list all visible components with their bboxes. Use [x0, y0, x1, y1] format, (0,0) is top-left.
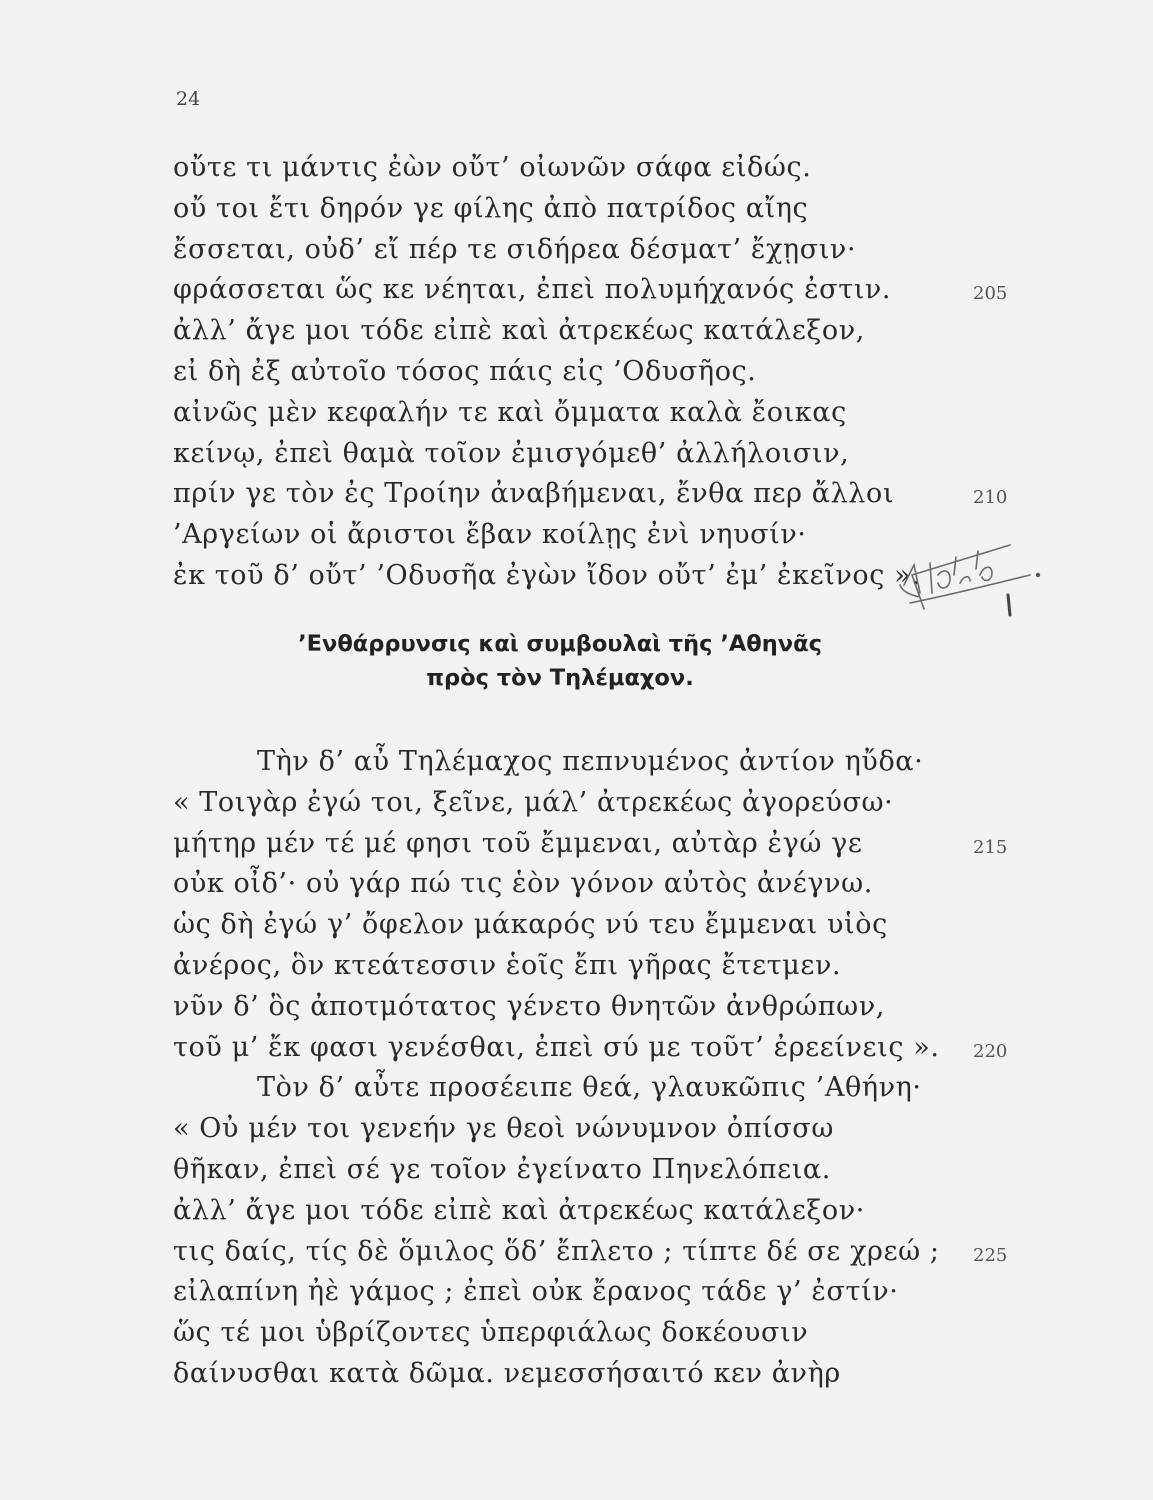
handwritten-signature: [880, 535, 1060, 625]
line-number: 225: [973, 1244, 1008, 1266]
verse-line: [173, 434, 1053, 475]
page-number: 24: [176, 88, 201, 110]
verse-line: [173, 393, 1053, 434]
line-number: 215: [973, 836, 1008, 858]
verse-line: [173, 1150, 1053, 1191]
verse-text: ἀλλ’ ἄγε μοι τόδε εἰπὲ καὶ ἀτρεκέως κατάλεξον,: [173, 315, 865, 347]
verse-text: ὥς τέ μοι ὑβρίζοντες ὑπερφιάλως δοκέουσιν: [173, 1317, 809, 1349]
verse-text: Τὸν δ’ αὖτε προσέειπε θεά, γλαυκῶπις ’Αθήνη·: [257, 1072, 922, 1104]
heading-line-1: ’Ενθάρρυνσις καὶ συμβουλαὶ τῆς ’Αθηνᾶς: [298, 631, 822, 657]
verse-text: νῦν δ’ ὃς ἀποτμότατος γένετο θνητῶν ἀνθρώπων,: [173, 990, 885, 1022]
verse-line: [173, 1068, 1053, 1109]
verse-line: [173, 270, 1053, 311]
verse-text: τις δαίς, τίς δὲ ὅμιλος ὅδ’ ἔπλετο ; τίπτε δέ σε χρεώ ;: [173, 1235, 940, 1267]
verse-text: πρίν γε τὸν ἐς Τροίην ἀναβήμεναι, ἔνθα περ ἄλλοι: [173, 478, 895, 510]
verse-line: [173, 864, 1053, 905]
verse-line: [173, 1354, 1053, 1395]
verse-text: εἰλαπίνη ἠὲ γάμος ; ἐπεὶ οὐκ ἔρανος τάδε γ’ ἐστίν·: [173, 1276, 899, 1308]
verse-line: [173, 189, 1053, 230]
verse-text: οὔτε τι μάντις ἐὼν οὔτ’ οἰωνῶν σάφα εἰδώς.: [173, 152, 812, 183]
verse-line: [173, 783, 1053, 824]
verse-line: [173, 311, 1053, 352]
line-number: 210: [973, 487, 1008, 509]
line-number: 220: [973, 1040, 1008, 1062]
verse-line: [173, 742, 1053, 783]
verse-text: « Τοιγὰρ ἐγώ τοι, ξεῖνε, μάλ’ ἀτρεκέως ἀγορεύσω·: [173, 786, 894, 818]
verse-text: ἀλλ’ ἄγε μοι τόδε εἰπὲ καὶ ἀτρεκέως κατάλεξον·: [173, 1194, 865, 1226]
verse-text: ὡς δὴ ἐγώ γ’ ὄφελον μάκαρός νύ τευ ἔμμεναι υἱὸς: [173, 909, 888, 941]
verse-line: [173, 148, 1053, 189]
verse-line: [173, 230, 1053, 271]
verse-block-2: [173, 742, 1053, 1395]
verse-text: μήτηρ μέν τέ μέ φησι τοῦ ἔμμεναι, αὐτὰρ ἐγώ γε: [173, 827, 863, 859]
verse-text: « Οὐ μέν τοι γενεήν γε θεοὶ νώνυμνον ὀπίσσω: [173, 1113, 834, 1145]
section-heading: [150, 627, 970, 695]
verse-line: [173, 1028, 1053, 1069]
verse-line: [173, 1232, 1053, 1273]
verse-line: [173, 474, 1053, 515]
verse-text: ἐκ τοῦ δ’ οὔτ’ ’Οδυσῆα ἐγὼν ἴδον οὔτ’ ἐμ’ ἐκεῖνος ».: [173, 559, 921, 591]
verse-text: δαίνυσθαι κατὰ δῶμα. νεμεσσήσαιτό κεν ἀνὴρ: [173, 1357, 841, 1389]
verse-line: [173, 824, 1053, 865]
verse-line: [173, 987, 1053, 1028]
verse-text: φράσσεται ὥς κε νέηται, ἐπεὶ πολυμήχανός ἐστιν.: [173, 274, 892, 306]
verse-line: [173, 352, 1053, 393]
verse-line: [173, 946, 1053, 987]
verse-text: ἀνέρος, ὃν κτεάτεσσιν ἑοῖς ἔπι γῆρας ἔτετμεν.: [173, 949, 842, 981]
verse-line: [173, 1272, 1053, 1313]
verse-text: οὐκ οἶδ’· οὐ γάρ πώ τις ἑὸν γόνον αὐτὸς ἀνέγνω.: [173, 868, 873, 900]
verse-text: εἰ δὴ ἐξ αὐτοῖο τόσος πάις εἰς ’Οδυσῆος.: [173, 355, 757, 387]
verse-line: [173, 1109, 1053, 1150]
heading-line-2: πρὸς τὸν Τηλέμαχον.: [426, 665, 694, 691]
verse-text: ἔσσεται, οὐδ’ εἴ πέρ τε σιδήρεα δέσματ’ ἔχῃσιν·: [173, 233, 857, 265]
verse-line: [173, 905, 1053, 946]
verse-text: ’Αργείων οἱ ἄριστοι ἔβαν κοίλῃς ἐνὶ νηυσίν·: [173, 519, 807, 551]
verse-line: [173, 1313, 1053, 1354]
verse-line: [173, 1191, 1053, 1232]
verse-text: Τὴν δ’ αὖ Τηλέμαχος πεπνυμένος ἀντίον ηὔδα·: [257, 746, 924, 777]
verse-text: αἰνῶς μὲν κεφαλήν τε καὶ ὄμματα καλὰ ἔοικας: [173, 396, 847, 428]
verse-text: τοῦ μ’ ἔκ φασι γενέσθαι, ἐπεὶ σύ με τοῦτ’ ἐρεείνεις ».: [173, 1031, 940, 1063]
verse-text: θῆκαν, ἐπεὶ σέ γε τοῖον ἐγείνατο Πηνελόπεια.: [173, 1153, 831, 1185]
verse-text: οὔ τοι ἔτι δηρόν γε φίλης ἀπὸ πατρίδος αἴης: [173, 192, 809, 224]
verse-text: κείνῳ, ἐπεὶ θαμὰ τοῖον ἐμισγόμεθ’ ἀλλήλοισιν,: [173, 437, 850, 469]
line-number: 205: [973, 283, 1008, 305]
verse-block-1: [173, 148, 1053, 597]
